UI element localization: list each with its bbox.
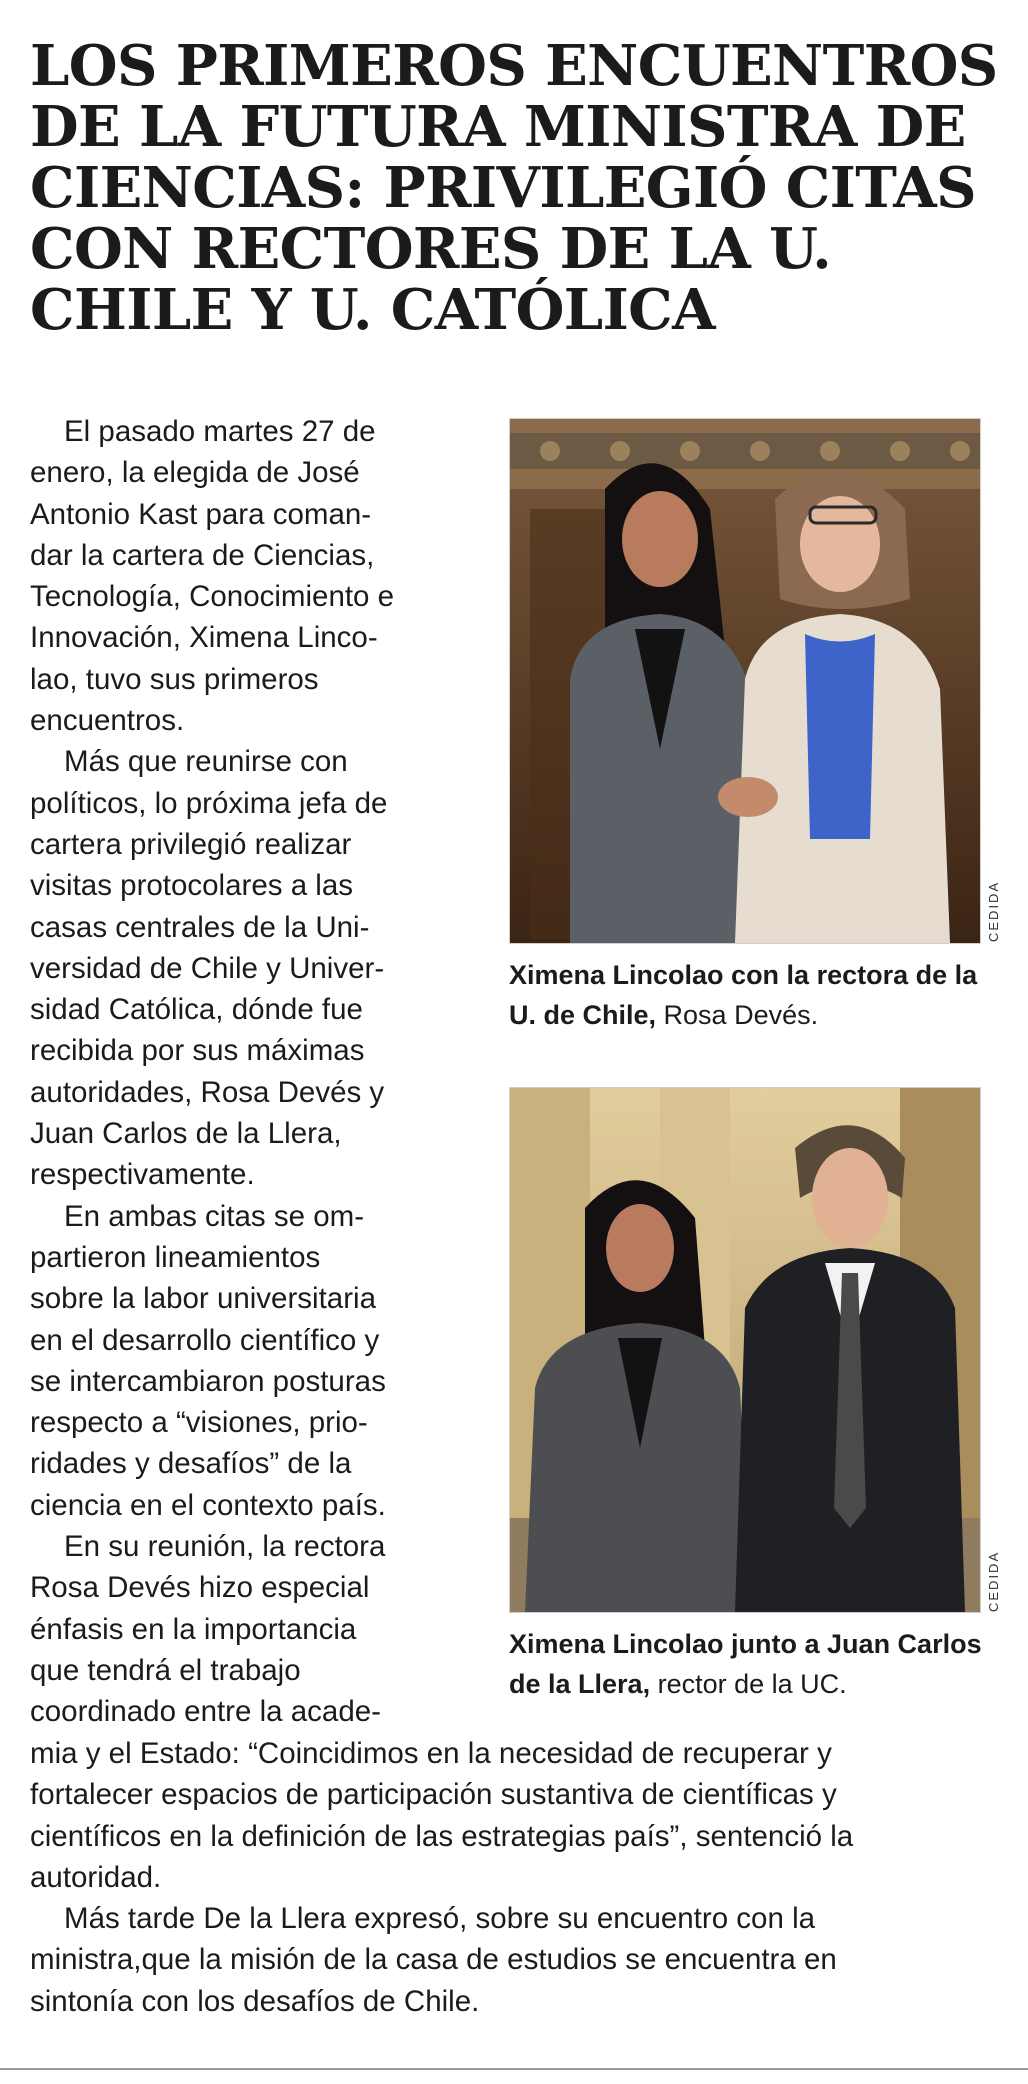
body-line: en el desarrollo científico y	[30, 1323, 380, 1357]
body-line: partieron lineamientos	[30, 1240, 321, 1274]
body-line: visitas protocolares a las	[30, 869, 354, 903]
body-line: autoridades, Rosa Devés y	[30, 1075, 385, 1109]
photo-credit: CEDIDA	[986, 880, 1001, 942]
body-line: enero, la elegida de José	[30, 456, 360, 490]
body-line: En su reunión, la rectora	[64, 1530, 386, 1564]
headline	[30, 33, 1010, 343]
headline-line: CIENCIAS: PRIVILEGIÓ CITAS	[30, 155, 976, 221]
body-line: Más que reunirse con	[64, 745, 348, 779]
caption-bold: Ximena Lincolao con la rectora de la U. de Chile,	[509, 960, 978, 1030]
body-line: sintonía con los desafíos de Chile.	[30, 1984, 480, 2018]
photo-illustration	[510, 1088, 980, 1612]
body-line: énfasis en la importancia	[30, 1612, 357, 1646]
photo-caption	[509, 955, 999, 1035]
photo-illustration	[510, 419, 980, 943]
headline-line: LOS PRIMEROS ENCUENTROS	[30, 33, 998, 99]
photo-caption	[509, 1624, 999, 1704]
body-line: lao, tuvo sus primeros	[30, 662, 319, 696]
headline-line: DE LA FUTURA MINISTRA DE	[30, 94, 966, 160]
body-line: cartera privilegió realizar	[30, 827, 352, 861]
photo-credit: CEDIDA	[986, 1550, 1001, 1612]
caption-regular: rector de la UC.	[650, 1669, 847, 1699]
body-line: se intercambiaron posturas	[30, 1364, 386, 1398]
body-line: sobre la labor universitaria	[30, 1282, 376, 1316]
body-line: ciencia en el contexto país.	[30, 1488, 386, 1522]
body-line: casas centrales de la Uni-	[30, 910, 370, 944]
body-line: ridades y desafíos” de la	[30, 1447, 352, 1481]
body-line: que tendrá el trabajo	[30, 1653, 301, 1687]
body-line: Más tarde De la Llera expresó, sobre su encuentro con la	[64, 1902, 816, 1936]
body-line: respecto a “visiones, prio-	[30, 1406, 368, 1440]
body-line: científicos en la definición de las estrategias país”, sentenció la	[30, 1819, 854, 1853]
body-line: autoridad.	[30, 1860, 162, 1894]
body-line: respectivamente.	[30, 1158, 255, 1192]
body-line: fortalecer espacios de participación sustantiva de científicas y	[30, 1778, 837, 1812]
caption-regular: Rosa Devés.	[656, 1000, 819, 1030]
body-line: El pasado martes 27 de	[64, 415, 376, 448]
article-body-column	[30, 411, 442, 1733]
article-body-full	[30, 1733, 990, 2022]
body-line: ministra,que la misión de la casa de estudios se encuentra en	[30, 1943, 837, 1977]
body-line: Innovación, Ximena Linco-	[30, 621, 378, 655]
body-line: recibida por sus máximas	[30, 1034, 365, 1068]
body-line: Rosa Devés hizo especial	[30, 1571, 370, 1605]
body-line: políticos, lo próxima jefa de	[30, 786, 388, 820]
body-line: dar la cartera de Ciencias,	[30, 538, 375, 572]
page-bottom-rule	[0, 2068, 1028, 2070]
body-line: En ambas citas se om-	[64, 1199, 365, 1233]
body-line: mia y el Estado: “Coincidimos en la necesidad de recuperar y	[30, 1737, 832, 1770]
photo-lincolao-deves	[509, 418, 981, 944]
body-line: encuentros.	[30, 704, 185, 738]
photo-lincolao-llera	[509, 1087, 981, 1613]
headline-line: CON RECTORES DE LA U.	[30, 216, 832, 282]
caption-bold: Ximena Lincolao junto a Juan Carlos de la Llera,	[509, 1629, 982, 1699]
body-line: coordinado entre la acade-	[30, 1695, 381, 1729]
body-line: Antonio Kast para coman-	[30, 497, 372, 531]
headline-line: CHILE Y U. CATÓLICA	[30, 277, 715, 343]
body-line: sidad Católica, dónde fue	[30, 993, 363, 1027]
body-line: Juan Carlos de la Llera,	[30, 1117, 342, 1151]
body-line: versidad de Chile y Univer-	[30, 951, 385, 985]
body-line: Tecnología, Conocimiento e	[30, 580, 395, 614]
